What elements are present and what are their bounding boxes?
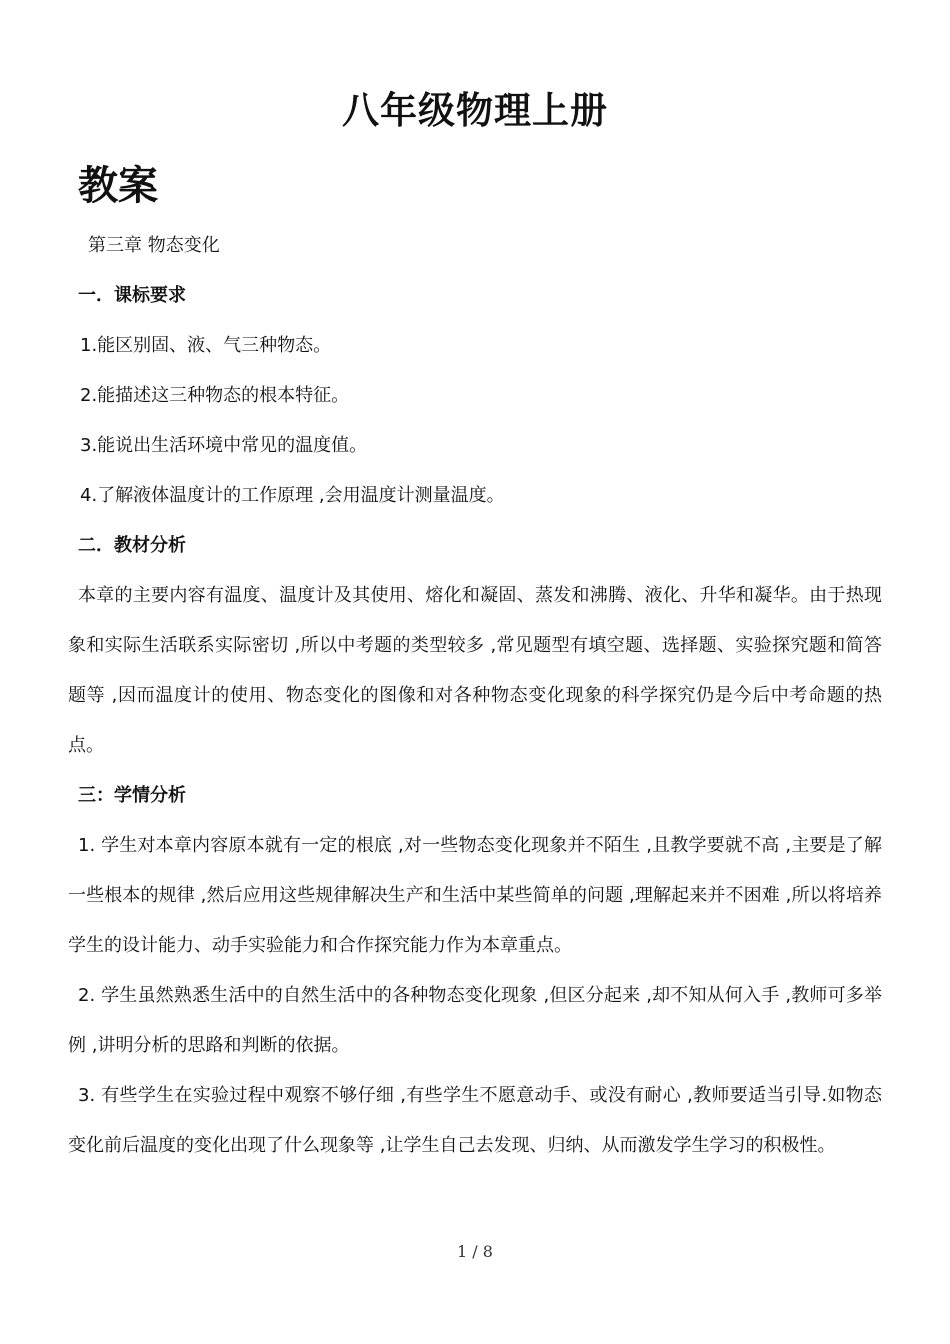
standards-item-2: 2.能描述这三种物态的根本特征。 <box>80 385 350 406</box>
section-heading-student-analysis: 三：学情分析 <box>78 785 186 806</box>
standards-item-4: 4.了解液体温度计的工作原理 ,会用温度计测量温度。 <box>80 485 505 506</box>
page-number: 1 / 8 <box>457 1242 493 1261</box>
material-analysis-paragraph: 本章的主要内容有温度、温度计及其使用、熔化和凝固、蒸发和沸腾、液化、升华和凝华。由于热现象和实际生活联系实际密切 ,所以中考题的类型较多 ,常见题型有填空题、选择题、实验探究题和简答题等 ,因而温度计的使用、物态变化的图像和对各种物态变化现象的科学探究仍是今后中考命题的热点。 <box>68 585 882 756</box>
section-heading-material-analysis: 二．教材分析 <box>78 535 186 556</box>
standards-item-1: 1.能区别固、液、气三种物态。 <box>80 335 332 356</box>
standards-item-3: 3.能说出生活环境中常见的温度值。 <box>80 435 368 456</box>
student-analysis-paragraph-3: 3. 有些学生在实验过程中观察不够仔细 ,有些学生不愿意动手、或没有耐心 ,教师要适当引导.如物态变化前后温度的变化出现了什么现象等 ,让学生自己去发现、归纳、从而激发学生学习的积极性。 <box>68 1085 882 1156</box>
chapter-heading: 第三章 物态变化 <box>88 235 220 256</box>
student-analysis-paragraph-1: 1. 学生对本章内容原本就有一定的根底 ,对一些物态变化现象并不陌生 ,且教学要就不高 ,主要是了解一些根本的规律 ,然后应用这些规律解决生产和生活中某些简单的问题 ,理解起来并不困难 ,所以将培养学生的设计能力、动手实验能力和合作探究能力作为本章重点。 <box>68 835 882 956</box>
student-analysis-paragraph-2: 2. 学生虽然熟悉生活中的自然生活中的各种物态变化现象 ,但区分起来 ,却不知从何入手 ,教师可多举例 ,讲明分析的思路和判断的依据。 <box>68 985 882 1056</box>
document-subtitle: 教案 <box>78 163 158 209</box>
section-heading-standards: 一．课标要求 <box>78 285 186 306</box>
document-title: 八年级物理上册 <box>342 89 608 132</box>
